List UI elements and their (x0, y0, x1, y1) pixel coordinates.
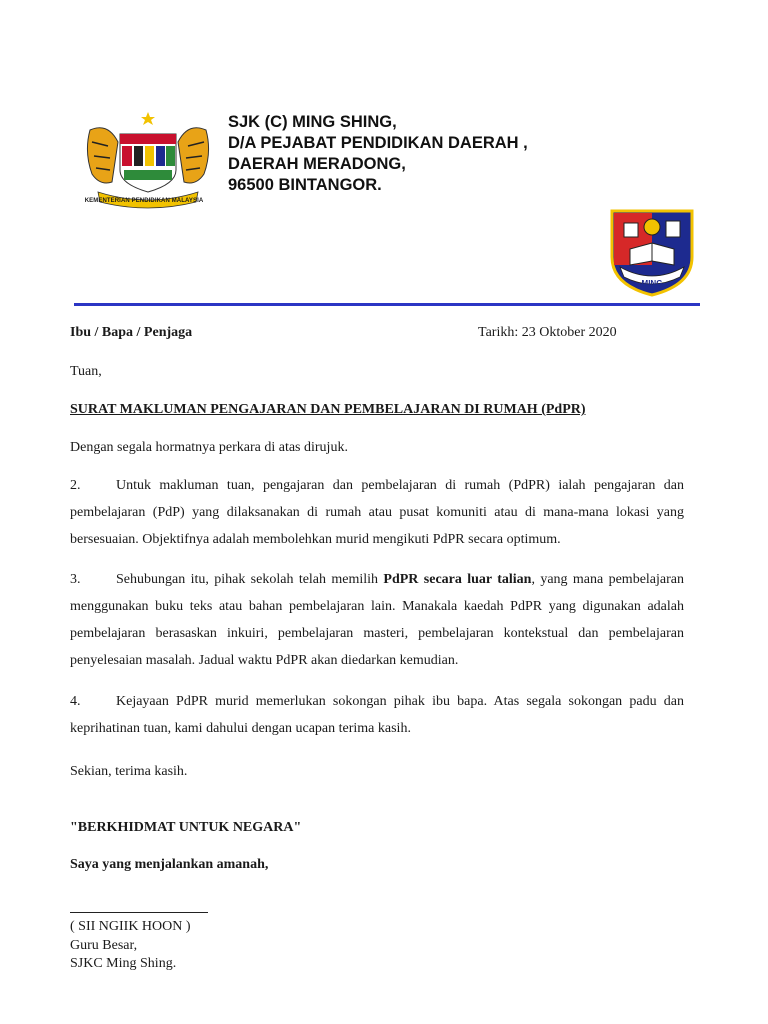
paragraph-2 (70, 472, 684, 553)
school-logo (608, 205, 696, 297)
recipient: Ibu / Bapa / Penjaga (70, 325, 193, 340)
paragraph-number: 4. (70, 694, 81, 709)
letter-date: Tarikh: 23 Oktober 2020 (478, 325, 617, 340)
paragraph-text: Kejayaan PdPR murid memerlukan sokongan pihak ibu bapa. Atas segala sokongan padu dan keprihatinan tuan, kami dahului dengan ucapan terima kasih. (70, 694, 684, 736)
signatory-title: Guru Besar, (70, 937, 138, 953)
paragraph-3 (70, 566, 684, 674)
signatory-name: ( SII NGIIK HOON ) (70, 919, 191, 934)
letter-subject: SURAT MAKLUMAN PENGAJARAN DAN PEMBELAJARAN DI RUMAH (PdPR) (70, 402, 586, 417)
school-address (228, 112, 528, 196)
signatory-block (70, 918, 191, 974)
school-line: SJK (C) MING SHING, (228, 113, 397, 131)
paragraph-number: 2. (70, 478, 81, 493)
school-line: 96500 BINTANGOR. (228, 176, 382, 194)
school-line: D/A PEJABAT PENDIDIKAN DAERAH , (228, 134, 528, 152)
intro-paragraph: Dengan segala hormatnya perkara di atas dirujuk. (70, 440, 348, 455)
ministry-crest-logo (78, 112, 218, 212)
header-divider (74, 303, 700, 306)
ministry-label: KEMENTERIAN PENDIDIKAN MALAYSIA (84, 198, 204, 204)
signatory-school: SJKC Ming Shing. (70, 956, 177, 971)
paragraph-text: , yang mana pembelajaran menggunakan buku teks atau bahan pembelajaran lain. Manakala kaedah PdPR yang digunakan adalah pembelajaran berasaskan inkuiri, pembelajaran masteri, pembelajaran kontekstual dan pembelajaran penyelesaian masalah. Jadual waktu PdPR akan diedarkan kemudian. (70, 572, 684, 668)
paragraph-text: Untuk makluman tuan, pengajaran dan pembelajaran di rumah (PdPR) ialah pengajaran dan pembelajaran (PdP) yang dilaksanakan di rumah atau pusat komuniti atau di mana-mana lokasi yang bersesuaian. Objektifnya adalah membolehkan murid mengikuti PdPR secara optimum. (70, 478, 684, 547)
paragraph-number: 3. (70, 572, 81, 587)
salutation: Tuan, (70, 364, 102, 379)
paragraph-4 (70, 688, 684, 742)
school-line: DAERAH MERADONG, (228, 155, 406, 173)
sign-off: Saya yang menjalankan amanah, (70, 857, 269, 872)
paragraph-text: Sehubungan itu, pihak sekolah telah memilih (116, 572, 384, 587)
paragraph-emphasis: PdPR secara luar talian (383, 572, 532, 587)
closing: Sekian, terima kasih. (70, 764, 188, 779)
motto: "BERKHIDMAT UNTUK NEGARA" (70, 820, 302, 835)
signature-line (70, 912, 208, 913)
school-logo-text: MING (641, 279, 663, 288)
